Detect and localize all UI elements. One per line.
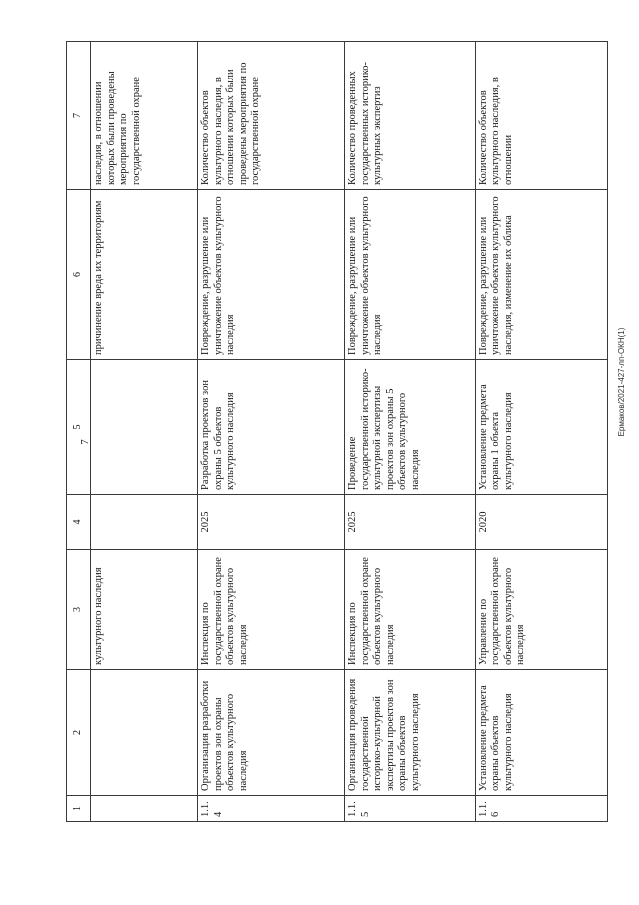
result-cell (91, 360, 198, 495)
year-cell: 2025 (198, 495, 345, 550)
header-cell: 2 (67, 670, 91, 796)
result-cell: Установление предмета охраны 1 объекта культурного наследия (475, 360, 607, 495)
row-number: 1.1.4 (198, 796, 345, 822)
table-row (198, 42, 345, 822)
measures-table-wrapper (66, 42, 608, 822)
risk-cell: Повреждение, разрушение или уничтожение объектов культурного наследия (345, 190, 475, 360)
measures-table (66, 41, 608, 822)
action-cell: Установление предмета охраны объектов культурного наследия (475, 670, 607, 796)
header-cell: 4 (67, 495, 91, 550)
result-cell: Проведение государственной историко-культурной экспертизы проектов зон охраны 5 объектов культурного наследия (345, 360, 475, 495)
year-cell: 2020 (475, 495, 607, 550)
header-cell: 3 (67, 550, 91, 670)
risk-cell: причинение вреда их территориям (91, 190, 198, 360)
executor-cell: Инспекция по государственной охране объектов культурного наследия (198, 550, 345, 670)
row-number: 1.1.6 (475, 796, 607, 822)
year-cell (91, 495, 198, 550)
executor-cell: Управление по государственной охране объектов культурного наследия (475, 550, 607, 670)
action-cell (91, 670, 198, 796)
year-cell: 2025 (345, 495, 475, 550)
executor-cell: культурного наследия (91, 550, 198, 670)
header-cell: 5 (67, 360, 91, 495)
document-code: Ермаков/2021-427-лп-ОКН(1) (617, 327, 626, 437)
row-number: 1.1.5 (345, 796, 475, 822)
table-header-row (67, 42, 91, 822)
row-number (91, 796, 198, 822)
indicator-cell: Количество объектов культурного наследия, в отношении (475, 42, 607, 190)
table-row (475, 42, 607, 822)
indicator-cell: Количество объектов культурного наследия, в отношении которых были проведены мероприятия по государственной охране (198, 42, 345, 190)
table-row (345, 42, 475, 822)
header-cell: 7 (67, 42, 91, 190)
page-number: 7 (79, 439, 91, 445)
indicator-cell: Количество проведенных государственных историко-культурных экспертиз (345, 42, 475, 190)
action-cell: Организация проведения государственной историко-культурной экспертизы проектов зон охраны объектов культурного наследия (345, 670, 475, 796)
header-cell: 6 (67, 190, 91, 360)
result-cell: Разработка проектов зон охраны 5 объектов культурного наследия (198, 360, 345, 495)
risk-cell: Повреждение, разрушение или уничтожение объектов культурного наследия, изменение их облика (475, 190, 607, 360)
indicator-cell: наследия, в отношении которых были проведены мероприятия по государственной охране (91, 42, 198, 190)
action-cell: Организация разработки проектов зон охраны объектов культурного наследия (198, 670, 345, 796)
header-cell: 1 (67, 796, 91, 822)
table-row (91, 42, 198, 822)
executor-cell: Инспекция по государственной охране объектов культурного наследия (345, 550, 475, 670)
risk-cell: Повреждение, разрушение или уничтожение объектов культурного наследия (198, 190, 345, 360)
